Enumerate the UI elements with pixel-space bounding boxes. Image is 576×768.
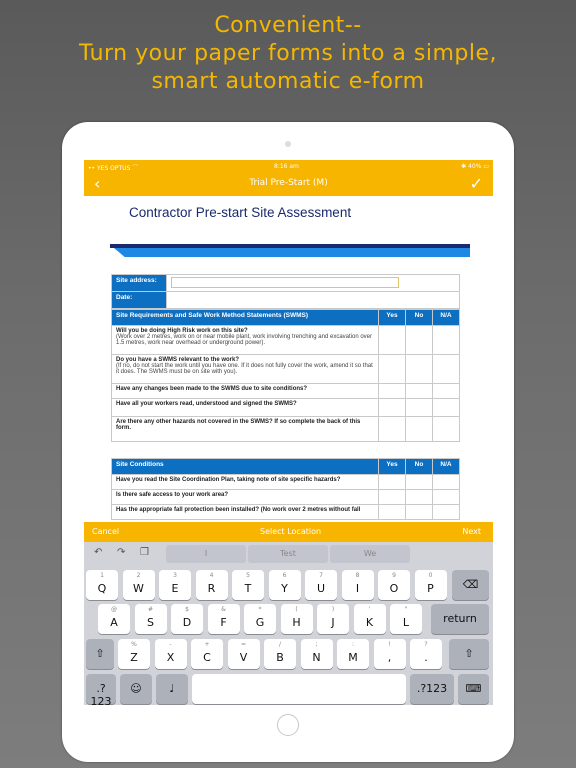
- key-z[interactable]: % Z: [118, 639, 150, 669]
- key-t[interactable]: 5 T: [232, 570, 264, 600]
- suggestion-3[interactable]: We: [330, 545, 410, 563]
- na-box[interactable]: [433, 384, 460, 399]
- site-address-cell: [167, 275, 460, 292]
- suggestion-2[interactable]: Test: [248, 545, 328, 563]
- site-conditions-table: [111, 458, 460, 520]
- nav-bar: [84, 173, 493, 196]
- question-text: Have all your workers read, understood and signed the SWMS?: [116, 401, 297, 407]
- col-na: N/A: [433, 459, 460, 475]
- home-button[interactable]: [277, 714, 299, 736]
- return-key[interactable]: return: [431, 604, 489, 634]
- table-row: [112, 355, 460, 384]
- site-conditions-header: Site Conditions: [112, 459, 379, 475]
- na-box[interactable]: [433, 326, 460, 355]
- key-k[interactable]: ' K: [354, 604, 386, 634]
- battery-text: ✱ 40% ▭: [461, 163, 489, 170]
- na-box[interactable]: [433, 490, 460, 505]
- key-f[interactable]: & F: [208, 604, 240, 634]
- header-stripe-dark: [110, 244, 470, 248]
- question-text: Have you read the Site Coordination Plan, taking note of site specific hazards?: [116, 477, 341, 483]
- no-box[interactable]: [406, 417, 433, 442]
- table-row: [112, 505, 460, 520]
- redo-icon[interactable]: ↷: [117, 547, 126, 558]
- accessory-bar: [84, 522, 493, 542]
- no-box[interactable]: [406, 475, 433, 490]
- select-location-button[interactable]: Select Location: [260, 527, 322, 536]
- table-row: [112, 326, 460, 355]
- key-p[interactable]: 0 P: [415, 570, 447, 600]
- site-address-label: Site address:: [112, 275, 167, 292]
- question-text: Have any changes been made to the SWMS due to site conditions?: [116, 386, 308, 392]
- key-b[interactable]: / B: [264, 639, 296, 669]
- question-text: Do you have a SWMS relevant to the work?: [116, 357, 240, 363]
- key-period[interactable]: ? .: [410, 639, 442, 669]
- question-text: Will you be doing High Risk work on this site?: [116, 328, 248, 334]
- key-x[interactable]: - X: [155, 639, 187, 669]
- key-s[interactable]: # S: [135, 604, 167, 634]
- key-c[interactable]: + C: [191, 639, 223, 669]
- key-w[interactable]: 2 W: [123, 570, 155, 600]
- key-g[interactable]: * G: [244, 604, 276, 634]
- key-d[interactable]: $ D: [171, 604, 203, 634]
- yes-box[interactable]: [379, 326, 406, 355]
- question-text: Has the appropriate fall protection been installed? (No work over 2 metres without fall: [116, 507, 361, 513]
- headline-line-3: smart automatic e-form: [151, 69, 425, 94]
- key-v[interactable]: = V: [228, 639, 260, 669]
- key-e[interactable]: 3 E: [159, 570, 191, 600]
- question-note: (Work over 2 metres, work on or near mobile plant, work involving trenching and excavation over 1.5 metres, work near overhead or underground power).: [116, 334, 373, 346]
- hide-keyboard-icon[interactable]: ⌨: [458, 674, 489, 704]
- site-info-table: [111, 274, 460, 309]
- cancel-button[interactable]: Cancel: [92, 527, 120, 536]
- numbers-key-right[interactable]: .?123: [410, 674, 454, 704]
- na-box[interactable]: [433, 417, 460, 442]
- keyboard: [84, 542, 493, 705]
- header-stripe-blue: [114, 248, 470, 257]
- checkmark-icon[interactable]: ✓: [469, 174, 483, 193]
- question-text: Is there safe access to your work area?: [116, 492, 229, 498]
- undo-icon[interactable]: ↶: [94, 547, 103, 558]
- no-box[interactable]: [406, 505, 433, 520]
- no-box[interactable]: [406, 384, 433, 399]
- emoji-icon[interactable]: ☺: [120, 674, 152, 704]
- yes-box[interactable]: [379, 417, 406, 442]
- na-box[interactable]: [433, 399, 460, 417]
- col-yes: Yes: [379, 310, 406, 326]
- status-bar: [84, 160, 493, 173]
- na-box[interactable]: [433, 475, 460, 490]
- suggestion-1[interactable]: I: [166, 545, 246, 563]
- yes-box[interactable]: [379, 355, 406, 384]
- clock-text: 8:16 am: [274, 163, 299, 170]
- yes-box[interactable]: [379, 399, 406, 417]
- back-icon[interactable]: ‹: [94, 174, 101, 193]
- document-title: Contractor Pre-start Site Assessment: [129, 205, 352, 220]
- na-box[interactable]: [433, 505, 460, 520]
- col-na: N/A: [433, 310, 460, 326]
- yes-box[interactable]: [379, 475, 406, 490]
- paste-icon[interactable]: ❐: [140, 547, 149, 558]
- swms-table: [111, 309, 460, 442]
- no-box[interactable]: [406, 326, 433, 355]
- headline-line-1: Convenient--: [214, 13, 362, 38]
- yes-box[interactable]: [379, 505, 406, 520]
- no-box[interactable]: [406, 399, 433, 417]
- carrier-text: •• YES OPTUS ⌒: [88, 165, 139, 172]
- key-comma[interactable]: ! ,: [374, 639, 406, 669]
- yes-box[interactable]: [379, 384, 406, 399]
- col-no: No: [406, 459, 433, 475]
- na-box[interactable]: [433, 355, 460, 384]
- key-m[interactable]: : M: [337, 639, 369, 669]
- col-no: No: [406, 310, 433, 326]
- shift-right-icon[interactable]: ⇧: [449, 639, 489, 669]
- question-text: Are there any other hazards not covered in the SWMS? If so complete the back of this form.: [116, 419, 361, 431]
- swms-header: Site Requirements and Safe Work Method Statements (SWMS): [112, 310, 379, 326]
- key-l[interactable]: " L: [390, 604, 422, 634]
- table-row: [112, 417, 460, 442]
- form-document: [84, 196, 493, 522]
- key-o[interactable]: 9 O: [378, 570, 410, 600]
- headline-line-2: Turn your paper forms into a simple,: [78, 41, 498, 66]
- date-label: Date:: [112, 292, 167, 309]
- table-row: [112, 384, 460, 399]
- next-button[interactable]: Next: [462, 527, 481, 536]
- key-r[interactable]: 4 R: [196, 570, 228, 600]
- key-a[interactable]: @ A: [98, 604, 130, 634]
- numbers-key[interactable]: .?123: [86, 674, 116, 704]
- no-box[interactable]: [406, 490, 433, 505]
- table-row: [112, 399, 460, 417]
- table-row: [112, 490, 460, 505]
- key-h[interactable]: ( H: [281, 604, 313, 634]
- no-box[interactable]: [406, 355, 433, 384]
- camera-dot: [285, 141, 291, 147]
- shift-icon[interactable]: ⇧: [86, 639, 114, 669]
- key-n[interactable]: ; N: [301, 639, 333, 669]
- yes-box[interactable]: [379, 490, 406, 505]
- key-j[interactable]: ) J: [317, 604, 349, 634]
- microphone-icon[interactable]: ♩: [156, 674, 188, 704]
- table-row: [112, 475, 460, 490]
- key-y[interactable]: 6 Y: [269, 570, 301, 600]
- app-screen: [84, 160, 493, 705]
- col-yes: Yes: [379, 459, 406, 475]
- delete-icon[interactable]: ⌫: [452, 570, 489, 600]
- question-note: (If no, do not start the work until you have one. If it does not fully cover the work, amend it so that it does. The SWMS must be on site with you).: [116, 363, 373, 375]
- key-u[interactable]: 7 U: [305, 570, 337, 600]
- site-address-input[interactable]: [171, 277, 399, 288]
- nav-title: Trial Pre-Start (M): [249, 178, 328, 188]
- key-q[interactable]: 1 Q: [86, 570, 118, 600]
- date-cell[interactable]: [167, 292, 460, 309]
- space-bar[interactable]: [192, 674, 406, 704]
- key-i[interactable]: 8 I: [342, 570, 374, 600]
